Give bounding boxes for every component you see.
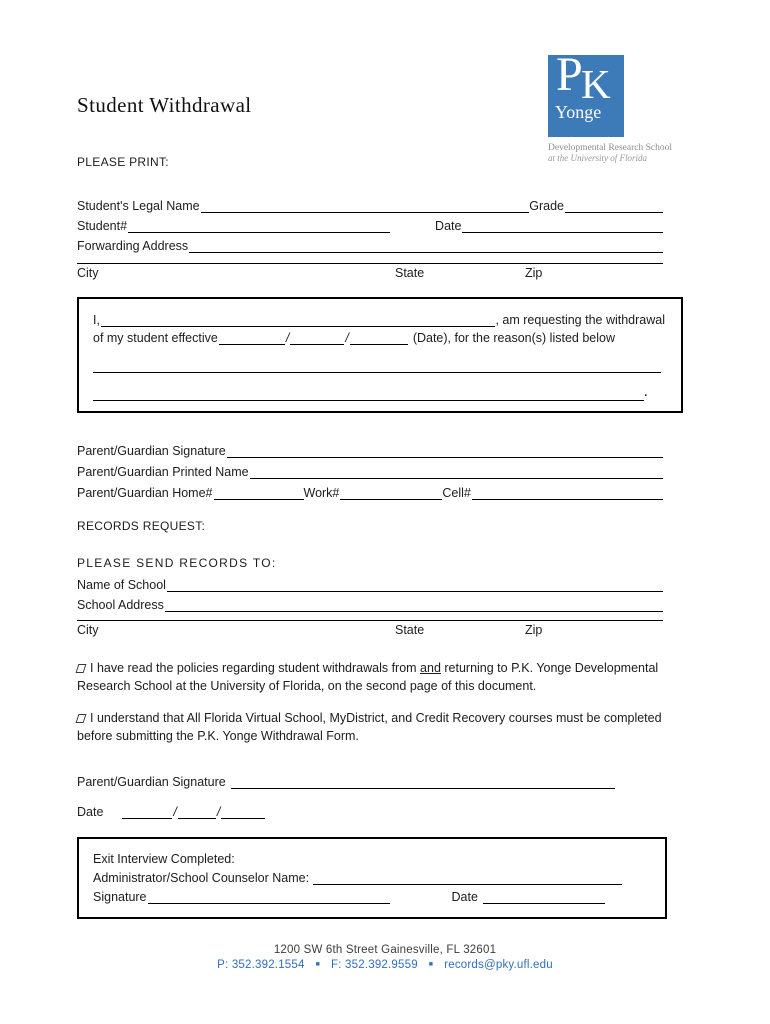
records-request-heading: RECORDS REQUEST:: [77, 519, 206, 533]
name-of-school-label: Name of School: [77, 578, 166, 592]
withdrawal-request-box: [77, 297, 683, 413]
exit-date-field[interactable]: [483, 890, 605, 904]
page-title: Student Withdrawal: [77, 93, 252, 117]
reason-line-1: [93, 357, 661, 373]
logo-yonge-text: Yonge: [555, 102, 602, 122]
requester-name-field[interactable]: [101, 313, 496, 327]
zip-label: Zip: [525, 623, 543, 637]
bullet-separator-icon: ■: [428, 961, 434, 968]
policies-acknowledgement: [77, 660, 679, 695]
school-address-row: [77, 592, 663, 612]
parent-cell-label: Cell#: [442, 486, 471, 500]
checkbox-icon[interactable]: [76, 714, 87, 723]
virtual-school-text: I understand that All Florida Virtual School, MyDistrict, and Credit Recovery courses must be completed before submitting the P.K. Yonge Withdrawal Form.: [77, 711, 662, 743]
final-date-label: Date: [77, 805, 104, 819]
requester-name-row: [93, 309, 666, 327]
final-date-day-field[interactable]: [178, 805, 216, 819]
cell-phone-field[interactable]: [472, 486, 663, 500]
sentence-period: .: [643, 383, 648, 400]
school-address-label: School Address: [77, 598, 164, 612]
forwarding-address-field[interactable]: [189, 239, 663, 253]
school-address-field[interactable]: [165, 598, 663, 612]
footer-email-link[interactable]: records@pky.ufl.edu: [444, 959, 553, 971]
city-label: City: [77, 623, 99, 637]
forwarding-address-label: Forwarding Address: [77, 239, 189, 253]
virtual-school-acknowledgement: [77, 710, 679, 745]
state-label: State: [395, 266, 425, 280]
exit-interview-label: Exit Interview Completed:: [93, 852, 235, 866]
footer: [0, 944, 770, 971]
final-date-row: [77, 799, 663, 819]
footer-contact-line: [0, 959, 770, 971]
parent-phones-row: [77, 479, 663, 500]
state-label: State: [395, 623, 425, 637]
city-label: City: [77, 266, 99, 280]
grade-label: Grade: [529, 199, 564, 213]
date-slash: /: [173, 805, 177, 819]
date-field[interactable]: [462, 219, 663, 233]
legal-name-row: [77, 193, 663, 213]
parent-printed-name-field[interactable]: [250, 465, 663, 479]
admin-counselor-label: Administrator/School Counselor Name:: [93, 871, 310, 885]
logo-letter-k: K: [581, 61, 611, 107]
effective-month-field[interactable]: [219, 331, 285, 345]
logo-subtitle-school: Developmental Research School: [548, 143, 672, 153]
final-signature-label: Parent/Guardian Signature: [77, 775, 226, 789]
date-slash: /: [216, 805, 221, 819]
effective-date-row: [93, 327, 666, 345]
exit-interview-heading-row: [93, 850, 650, 866]
forwarding-address-row: [77, 233, 663, 253]
name-of-school-field[interactable]: [167, 578, 663, 592]
effective-date-label: of my student effective: [93, 331, 218, 345]
bullet-separator-icon: ■: [315, 961, 321, 968]
exit-signature-row: [93, 885, 650, 904]
date-slash: /: [345, 331, 349, 345]
policies-text-before: I have read the policies regarding student withdrawals from: [90, 661, 421, 675]
home-phone-field[interactable]: [214, 486, 304, 500]
parent-home-label: Parent/Guardian Home#: [77, 486, 213, 500]
exit-interview-box: [77, 837, 667, 919]
logo-letter-p: P: [556, 48, 583, 101]
please-print-label: PLEASE PRINT:: [77, 155, 169, 169]
exit-signature-field[interactable]: [148, 890, 390, 904]
exit-signature-label: Signature: [93, 890, 147, 904]
reasons-listed-text: (Date), for the reason(s) listed below: [412, 331, 615, 345]
send-records-to-heading: PLEASE SEND RECORDS TO:: [77, 556, 277, 570]
final-date-month-field[interactable]: [122, 805, 172, 819]
logo-subtitle-university: at the University of Florida: [548, 153, 647, 163]
requesting-withdrawal-text: , am requesting the withdrawal: [495, 313, 665, 327]
final-date-year-field[interactable]: [221, 805, 265, 819]
student-number-label: Student#: [77, 219, 128, 233]
legal-name-label: Student's Legal Name: [77, 199, 200, 213]
date-slash: /: [285, 331, 290, 345]
legal-name-field[interactable]: [201, 199, 530, 213]
student-number-row: [77, 213, 663, 233]
parent-signature-field[interactable]: [227, 444, 663, 458]
policies-text-after: returning to P.K. Yonge Developmental Research School at the University of Florida, on the second page of this document.: [77, 661, 659, 693]
zip-label: Zip: [525, 266, 543, 280]
effective-day-field[interactable]: [290, 331, 344, 345]
checkbox-icon[interactable]: [76, 664, 87, 673]
footer-address: 1200 SW 6th Street Gainesville, FL 32601: [273, 944, 497, 956]
parent-printed-name-row: [77, 458, 663, 479]
work-phone-field[interactable]: [340, 486, 442, 500]
footer-phone: P: 352.392.1554: [217, 959, 305, 971]
final-signature-field[interactable]: [231, 775, 615, 789]
footer-fax: F: 352.392.9559: [331, 959, 418, 971]
reason-field-2[interactable]: [93, 387, 644, 401]
date-label: Date: [435, 219, 462, 233]
admin-counselor-field[interactable]: [313, 871, 622, 885]
exit-date-label: Date: [451, 890, 478, 904]
admin-counselor-row: [93, 866, 650, 885]
name-of-school-row: [77, 572, 663, 592]
reason-field-1[interactable]: [93, 359, 661, 373]
parent-signature-row: [77, 437, 663, 458]
grade-field[interactable]: [565, 199, 663, 213]
effective-year-field[interactable]: [350, 331, 408, 345]
reason-line-2: [93, 385, 648, 401]
student-number-field[interactable]: [128, 219, 390, 233]
school-city-state-zip-row[interactable]: [77, 620, 663, 638]
i-label: I,: [93, 313, 100, 327]
parent-work-label: Work#: [303, 486, 340, 500]
policies-and-underlined: and: [420, 661, 441, 675]
final-signature-row: [77, 769, 663, 789]
parent-printed-name-label: Parent/Guardian Printed Name: [77, 465, 249, 479]
forwarding-city-state-zip-row[interactable]: [77, 263, 663, 281]
parent-signature-label: Parent/Guardian Signature: [77, 444, 226, 458]
